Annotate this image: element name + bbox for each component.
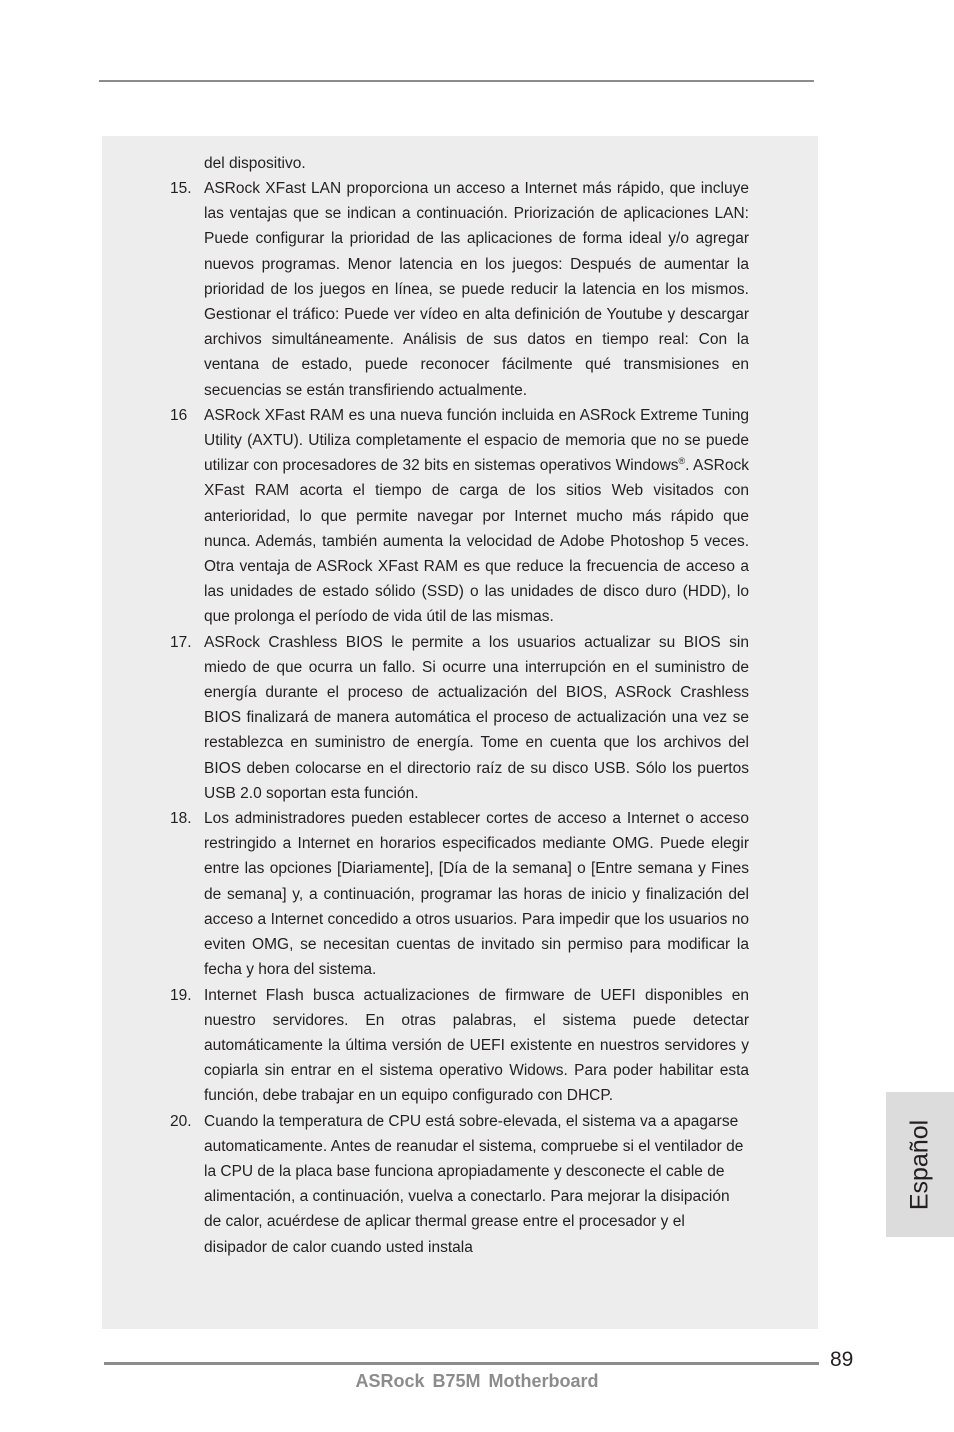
item-text: ASRock XFast LAN proporciona un acceso a Internet más rápido, que incluye las ventajas que se indican a continuación. Priorización de aplicaciones LAN: Puede configurar la prioridad de las aplicaciones de forma ideal y/o agregar nuevos programas. Menor latencia en los juegos: Después de aumentar la prioridad de los juegos en línea, se puede reducir la latencia en los mismos. Gestionar el tráfico: Puede ver vídeo en alta definición de Youtube y descargar archivos simultáneamente. Análisis de sus datos en tiempo real: Con la ventana de estado, puede reconocer fácilmente qué transmisiones en secuencias se están transfiriendo actualmente. <box>204 180 749 399</box>
registered-mark: ® <box>678 456 686 467</box>
item-text: Cuando la temperatura de CPU está sobre-elevada, el sistema va a apagarse automaticamente. Antes de reanudar el sistema, compruebe si el ventilador de la CPU de la placa base funciona apropiadamente y desconecte el cable de alimentación, a continuación, vuelva a conectarlo. Para mejorar la disipación de calor, acuérdese de aplicar thermal grease entre el procesador y el disipador de calor cuando usted instala <box>204 1112 744 1256</box>
item-text <box>204 403 749 630</box>
item-text: Los administradores pueden establecer cortes de acceso a Internet o acceso restringido a Internet en horarios especificados mediante OMG. Puede elegir entre las opciones [Diariamente], [Día de la semana] o [Entre semana y Fines de semana] y, a continuación, programar las horas de inicio y finalización del acceso a Internet concedido a otros usuarios. Para impedir que los usuarios no eviten OMG, se necesitan cuentas de invitado sin permiso para modificar la fecha y hora del sistema. <box>204 810 749 979</box>
item-number: 18. <box>170 810 192 828</box>
item-text-part1: ASRock XFast RAM es una nueva función incluida en ASRock Extreme Tuning Utility (AXTU). Utiliza completamente el espacio de memoria que no se puede utilizar con procesadores de 32 bits en sistemas operativos Windows <box>204 406 749 475</box>
list-item-16 <box>0 403 954 630</box>
language-tab <box>886 1092 954 1237</box>
list-item-19 <box>0 983 954 1109</box>
item-number: 15. <box>170 180 192 197</box>
list-item-18 <box>0 806 954 982</box>
item-number: 19. <box>170 986 192 1004</box>
footer-rule <box>104 1362 819 1365</box>
page-number: 89 <box>830 1348 854 1371</box>
footer-title: ASRock B75M Motherboard <box>355 1371 599 1391</box>
item-number: 17. <box>170 633 192 651</box>
language-tab-label: Español <box>905 1119 934 1210</box>
item-number: 20. <box>170 1112 192 1130</box>
top-rule <box>99 80 814 82</box>
list-item-15 <box>0 176 954 403</box>
item-text: Internet Flash busca actualizaciones de firmware de UEFI disponibles en nuestro servidores. En otras palabras, el sistema puede detectar automáticamente la última versión de UEFI existente en nuestros servidores y copiarla sin entrar en el sistema operativo Widows. Para poder habilitar esta función, debe trabajar en un equipo configurado con DHCP. <box>204 986 749 1105</box>
intro-line: del dispositivo. <box>204 155 306 172</box>
list-item-17 <box>0 630 954 806</box>
item-number: 16 <box>170 406 188 424</box>
feature-list <box>0 176 954 1260</box>
list-item-20 <box>0 1109 954 1260</box>
item-text: ASRock Crashless BIOS le permite a los usuarios actualizar su BIOS sin miedo de que ocurra un fallo. Si ocurre una interrupción en el suministro de energía durante el proceso de actualización del BIOS, ASRock Crashless BIOS finalizará de manera automática el proceso de actualización una vez se restablezca en suministro de energía. Tome en cuenta que los archivos del BIOS deben colocarse en el directorio raíz de su disco USB. Sólo los puertos USB 2.0 soportan esta función. <box>204 633 749 802</box>
item-text-part2: . ASRock XFast RAM acorta el tiempo de carga de los sitios Web visitados con anterioridad, lo que permite navegar por Internet mucho más rápido que nunca. Además, también aumenta la velocidad de Adobe Photoshop 5 veces. Otra ventaja de ASRock XFast RAM es que reduce la frecuencia de acceso a las unidades de estado sólido (SSD) o las unidades de disco duro (HDD), lo que prolonga el período de vida útil de las mismas. <box>204 457 749 626</box>
